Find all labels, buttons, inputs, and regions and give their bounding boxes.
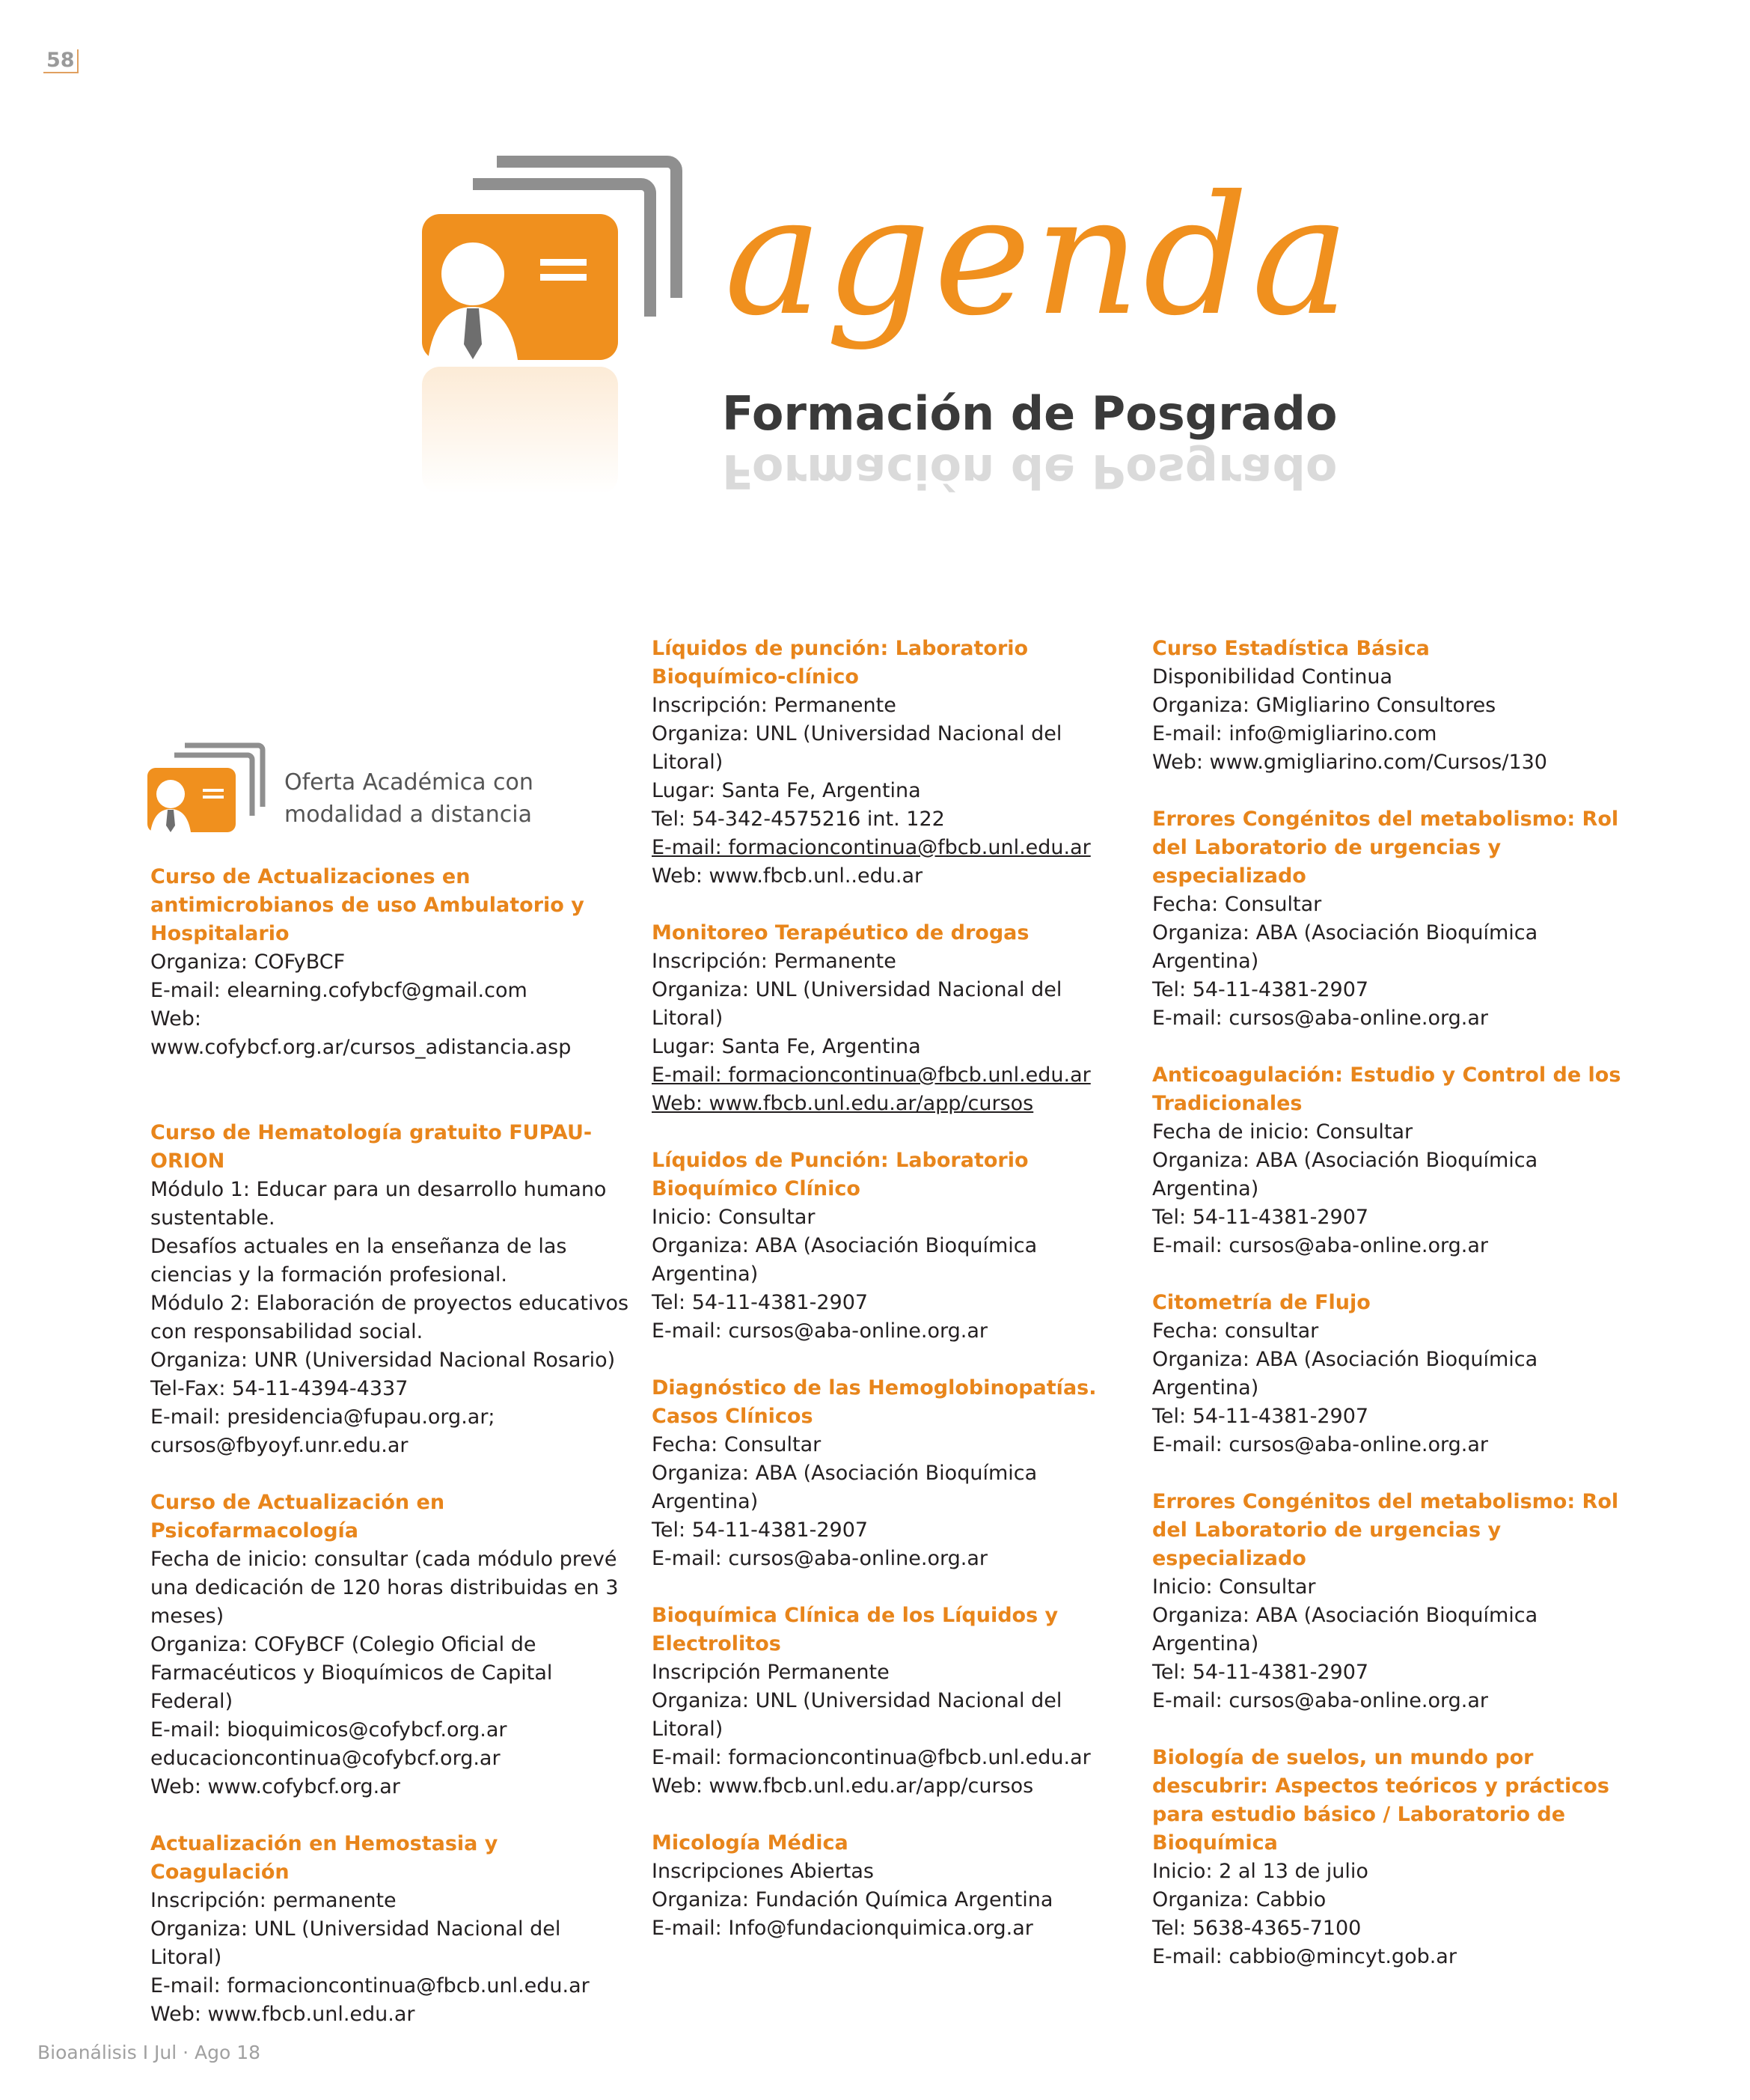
course-detail: Fecha de inicio: consultar (cada módulo prevé una dedicación de 120 horas distribuidas en 3 meses)	[150, 1548, 619, 1628]
course-detail: Organiza: UNL (Universidad Nacional del Litoral)	[652, 978, 1062, 1030]
course-entry	[652, 1602, 1131, 1801]
course-email[interactable]: E-mail: formacioncontinua@fbcb.unl.edu.ar	[652, 1063, 1091, 1087]
course-email[interactable]: E-mail: cabbio@mincyt.gob.ar	[1152, 1945, 1457, 1968]
course-detail: Inscripciones Abiertas	[652, 1860, 874, 1883]
course-detail: Fecha: Consultar	[652, 1433, 822, 1456]
course-phone: Tel: 54-11-4381-2907	[652, 1291, 869, 1314]
course-detail: Inicio: 2 al 13 de julio	[1152, 1860, 1368, 1883]
course-title: Anticoagulación: Estudio y Control de los Tradicionales	[1152, 1063, 1621, 1115]
page-subtitle: Formación de Posgrado	[722, 386, 1338, 441]
course-phone: Tel: 54-11-4381-2907	[1152, 1405, 1369, 1428]
course-detail: Módulo 2: Elaboración de proyectos educativos con responsabilidad social.	[150, 1292, 629, 1343]
course-detail: Organiza: ABA (Asociación Bioquímica Argentina)	[1152, 1604, 1538, 1655]
course-entry	[652, 1147, 1131, 1346]
course-detail: Inscripción: Permanente	[652, 694, 896, 717]
course-email[interactable]: E-mail: cursos@aba-online.org.ar	[1152, 1234, 1488, 1257]
course-detail: Inscripción Permanente	[652, 1661, 890, 1684]
course-email[interactable]: E-mail: bioquimicos@cofybcf.org.ar	[150, 1718, 507, 1742]
course-phone: Tel: 5638-4365-7100	[1152, 1917, 1362, 1940]
course-detail: Organiza: ABA (Asociación Bioquímica Argentina)	[1152, 1348, 1538, 1400]
course-title: Biología de suelos, un mundo por descubrir: Aspectos teóricos y prácticos para estudio básico / Laboratorio de Bioquímica	[1152, 1746, 1609, 1855]
course-title: Actualización en Hemostasia y Coagulación	[150, 1832, 498, 1884]
course-title: Diagnóstico de las Hemoglobinopatías. Casos Clínicos	[652, 1376, 1097, 1428]
subtitle-reflection: Formación de Posgrado	[722, 444, 1338, 498]
course-phone: Tel: 54-342-4575216 int. 122	[652, 808, 945, 831]
course-detail: Web:	[150, 1007, 201, 1031]
course-detail: Fecha: Consultar	[1152, 893, 1322, 916]
course-email[interactable]: E-mail: cursos@aba-online.org.ar	[1152, 1007, 1488, 1030]
course-detail: Organiza: UNR (Universidad Nacional Rosario)	[150, 1349, 616, 1372]
course-email[interactable]: E-mail: cursos@aba-online.org.ar	[652, 1319, 988, 1343]
course-detail: Organiza: ABA (Asociación Bioquímica Argentina)	[1152, 921, 1538, 973]
course-email[interactable]: E-mail: formacioncontinua@fbcb.unl.edu.ar	[150, 1974, 590, 1997]
course-entry	[1152, 635, 1631, 777]
course-phone: Tel: 54-11-4381-2907	[1152, 1661, 1369, 1684]
course-detail: Inicio: Consultar	[652, 1206, 816, 1229]
agenda-logo-icon	[413, 148, 697, 500]
course-title: Curso de Actualizaciones en antimicrobianos de uso Ambulatorio y Hospitalario	[150, 865, 584, 945]
course-email[interactable]: E-mail: info@migliarino.com	[1152, 722, 1437, 745]
course-web[interactable]: Web: www.fbcb.unl.edu.ar	[150, 2003, 415, 2026]
course-detail: Organiza: UNL (Universidad Nacional del Litoral)	[150, 1917, 561, 1969]
course-email[interactable]: cursos@fbyoyf.unr.edu.ar	[150, 1434, 409, 1457]
course-entry	[652, 1829, 1131, 1943]
course-title: Líquidos de Punción: Laboratorio Bioquímico Clínico	[652, 1149, 1029, 1200]
course-detail: Lugar: Santa Fe, Argentina	[652, 779, 921, 802]
course-detail: Organiza: COFyBCF (Colegio Oficial de Farmacéuticos y Bioquímicos de Capital Federal)	[150, 1633, 553, 1713]
course-entry	[150, 863, 629, 1062]
course-entry	[652, 1374, 1131, 1573]
course-detail: Organiza: ABA (Asociación Bioquímica Argentina)	[652, 1462, 1038, 1513]
course-entry	[652, 635, 1131, 891]
course-web[interactable]: Web: www.gmigliarino.com/Cursos/130	[1152, 751, 1547, 774]
course-entry	[1152, 1289, 1631, 1459]
course-phone: Tel: 54-11-4381-2907	[1152, 978, 1369, 1001]
page-footer: Bioanálisis I Jul · Ago 18	[37, 2042, 261, 2063]
course-email[interactable]: E-mail: Info@fundacionquimica.org.ar	[652, 1917, 1033, 1940]
course-entry	[1152, 805, 1631, 1033]
course-entry	[1152, 1061, 1631, 1260]
course-detail: Organiza: Fundación Química Argentina	[652, 1888, 1053, 1911]
course-title: Citometría de Flujo	[1152, 1291, 1371, 1314]
course-detail: Organiza: GMigliarino Consultores	[1152, 694, 1496, 717]
course-entry	[1152, 1488, 1631, 1715]
column-3	[1152, 635, 1631, 2000]
course-detail: Módulo 1: Educar para un desarrollo humano sustentable.	[150, 1178, 607, 1230]
course-entry	[150, 1830, 629, 2029]
course-title: Errores Congénitos del metabolismo: Rol del Laboratorio de urgencias y especializado	[1152, 808, 1619, 888]
course-title: Errores Congénitos del metabolismo: Rol del Laboratorio de urgencias y especializado	[1152, 1490, 1619, 1570]
course-email[interactable]: E-mail: formacioncontinua@fbcb.unl.edu.ar	[652, 1746, 1091, 1769]
course-detail: Organiza: Cabbio	[1152, 1888, 1327, 1911]
course-title: Monitoreo Terapéutico de drogas	[652, 921, 1029, 944]
course-title: Curso Estadística Básica	[1152, 637, 1430, 660]
course-entry	[1152, 1744, 1631, 1971]
course-title: Bioquímica Clínica de los Líquidos y Electrolitos	[652, 1604, 1059, 1655]
course-email[interactable]: E-mail: cursos@aba-online.org.ar	[1152, 1433, 1488, 1456]
course-detail: Inscripción: permanente	[150, 1889, 397, 1912]
offer-logo-icon	[146, 741, 266, 838]
course-phone: Tel: 54-11-4381-2907	[1152, 1206, 1369, 1229]
course-entry	[150, 1119, 629, 1460]
course-detail: Fecha de inicio: Consultar	[1152, 1120, 1413, 1144]
course-email[interactable]: educacioncontinua@cofybcf.org.ar	[150, 1747, 501, 1770]
course-phone: Tel: 54-11-4381-2907	[652, 1518, 869, 1542]
course-detail: Organiza: UNL (Universidad Nacional del Litoral)	[652, 1689, 1062, 1741]
course-detail: Disponibilidad Continua	[1152, 665, 1393, 689]
course-email[interactable]: E-mail: cursos@aba-online.org.ar	[1152, 1689, 1488, 1712]
column-1	[150, 863, 629, 2057]
course-detail: Organiza: COFyBCF	[150, 950, 346, 974]
course-web[interactable]: Web: www.fbcb.unl..edu.ar	[652, 864, 923, 888]
column-2	[652, 635, 1131, 1971]
course-title: Micología Médica	[652, 1831, 848, 1855]
course-web[interactable]: Web: www.fbcb.unl.edu.ar/app/cursos	[652, 1092, 1034, 1115]
course-entry	[652, 919, 1131, 1118]
course-detail: Organiza: UNL (Universidad Nacional del Litoral)	[652, 722, 1062, 774]
offer-label: Oferta Académica con modalidad a distancia	[284, 769, 533, 828]
course-email[interactable]: E-mail: elearning.cofybcf@gmail.com	[150, 979, 527, 1002]
course-phone: Tel-Fax: 54-11-4394-4337	[150, 1377, 409, 1400]
course-web[interactable]: www.cofybcf.org.ar/cursos_adistancia.asp	[150, 1036, 572, 1059]
course-detail: Organiza: ABA (Asociación Bioquímica Argentina)	[1152, 1149, 1538, 1200]
course-detail: Inscripción: Permanente	[652, 950, 896, 973]
course-detail: Organiza: ABA (Asociación Bioquímica Argentina)	[652, 1234, 1038, 1286]
course-detail: Inicio: Consultar	[1152, 1575, 1316, 1599]
course-detail: Lugar: Santa Fe, Argentina	[652, 1035, 921, 1058]
course-detail: Fecha: consultar	[1152, 1319, 1319, 1343]
course-web[interactable]: Web: www.cofybcf.org.ar	[150, 1775, 400, 1798]
course-title: Líquidos de punción: Laboratorio Bioquímico-clínico	[652, 637, 1029, 689]
page-number: 58	[43, 49, 79, 73]
agenda-title: agenda	[724, 160, 1353, 352]
course-email[interactable]: E-mail: formacioncontinua@fbcb.unl.edu.ar	[652, 836, 1091, 859]
course-entry	[150, 1489, 629, 1801]
course-detail: Desafíos actuales en la enseñanza de las ciencias y la formación profesional.	[150, 1235, 567, 1286]
course-email[interactable]: E-mail: cursos@aba-online.org.ar	[652, 1547, 988, 1570]
course-title: Curso de Hematología gratuito FUPAU-ORION	[150, 1121, 593, 1173]
course-email[interactable]: E-mail: presidencia@fupau.org.ar;	[150, 1405, 495, 1429]
course-title: Curso de Actualización en Psicofarmacología	[150, 1491, 445, 1542]
course-web[interactable]: Web: www.fbcb.unl.edu.ar/app/cursos	[652, 1774, 1034, 1798]
